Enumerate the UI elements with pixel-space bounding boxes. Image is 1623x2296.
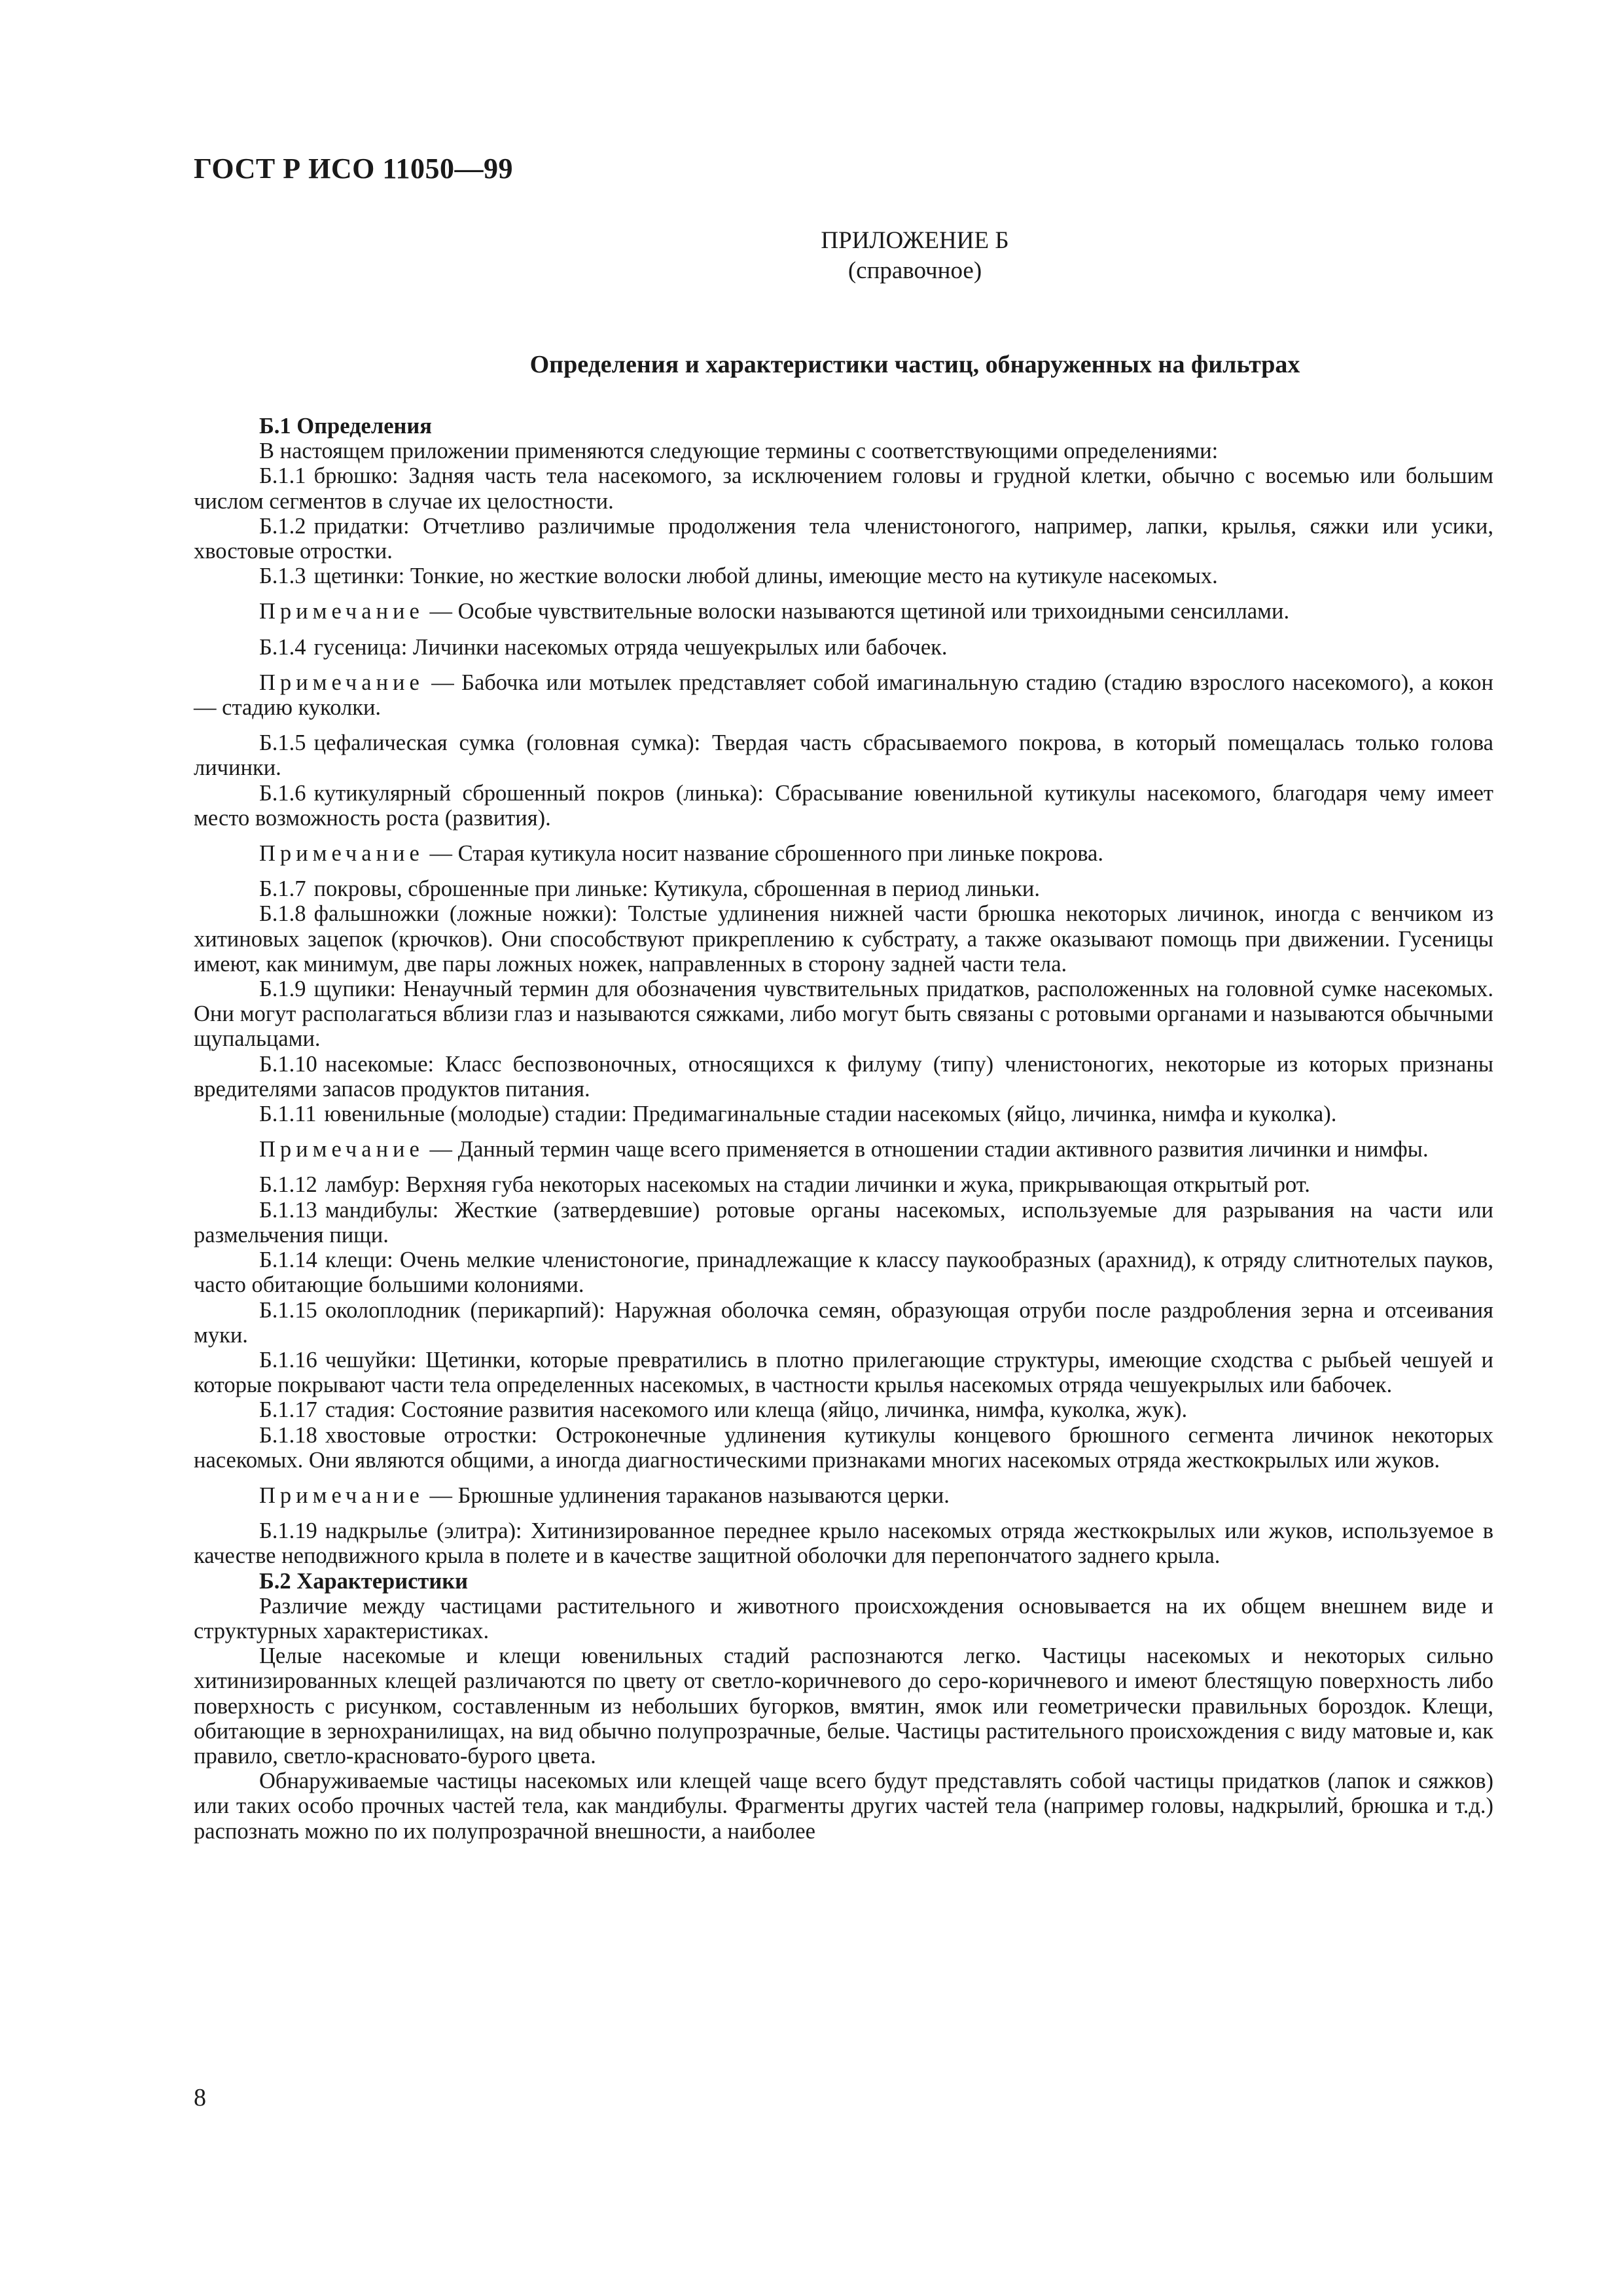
term-entry [194, 1198, 1493, 1247]
term-number: Б.1.6 [259, 780, 306, 806]
document-body [194, 414, 1493, 1844]
term-text: ламбур: Верхняя губа некоторых насекомых на стадии личинки и жука, прикрывающая открытый рот. [325, 1172, 1310, 1198]
term-entry [194, 1172, 1493, 1197]
term-entry [194, 1298, 1493, 1348]
term-text: околоплодник (перикарпий): Наружная оболочка семян, образующая отруби после раздробления зерна и отсеивания муки. [194, 1297, 1493, 1348]
term-number: Б.1.15 [259, 1297, 317, 1323]
term-entry [194, 463, 1493, 513]
term-text: хвостовые отростки: Остроконечные удлинения кутикулы концевого брюшного сегмента личинок некоторых насекомых. Они являются общими, а иногда диагностическими признаками многих насекомых отряда жесткокрылых или жуков. [194, 1422, 1493, 1473]
term-entry [194, 1397, 1493, 1422]
term-number: Б.1.10 [259, 1051, 317, 1077]
term-text: фальшножки (ложные ножки): Толстые удлинения нижней части брюшка некоторых личинок, иногда с венчиком из хитиновых зацепок (крючков). Они способствуют прикреплению к субстрату, а также оказывают помощь при движении. Гусеницы имеют, как минимум, две пары ложных ножек, направленных в сторону задней части тела. [194, 901, 1493, 977]
term-number: Б.1.8 [259, 901, 306, 927]
term-text: мандибулы: Жесткие (затвердевшие) ротовые органы насекомых, используемые для разрывания на части или размельчения пищи. [194, 1197, 1493, 1247]
term-entry [194, 901, 1493, 977]
term-number: Б.1.3 [259, 564, 306, 589]
term-entry [194, 1518, 1493, 1568]
main-title-text: Определения и характеристики частиц, обнаруженных на фильтрах [529, 351, 1300, 378]
appendix-title: ПРИЛОЖЕНИЕ Б [821, 227, 1009, 254]
term-entry [194, 1102, 1493, 1126]
term-text: стадия: Состояние развития насекомого или клеща (яйцо, личинка, нимфа, куколка, жук). [325, 1397, 1188, 1423]
paragraph: Различие между частицами растительного и животного происхождения основывается на их общем внешнем виде и структурных характеристиках. [194, 1593, 1493, 1643]
standard-designation: ГОСТ Р ИСО 11050—99 [194, 152, 513, 185]
note-entry [194, 1483, 1493, 1508]
term-entry [194, 1247, 1493, 1297]
term-number: Б.1.16 [259, 1347, 317, 1372]
term-text: щетинки: Тонкие, но жесткие волоски любой длины, имеющие место на кутикуле насекомых. [313, 564, 1218, 589]
term-entry [194, 730, 1493, 780]
appendix-subtitle: (справочное) [847, 257, 982, 284]
main-title [194, 350, 1492, 379]
term-number: Б.1.11 [259, 1102, 317, 1127]
section-1-heading: Б.1 Определения [259, 414, 432, 439]
note-text: — Особые чувствительные волоски называются щетиной или трихоидными сенсиллами. [429, 599, 1290, 624]
term-text: брюшко: Задняя часть тела насекомого, за исключением головы и грудной клетки, обычно с восемью или большим числом сегментов в случае их целостности. [194, 463, 1493, 514]
term-entry [194, 1348, 1493, 1397]
term-text: ювенильные (молодые) стадии: Предимагинальные стадии насекомых (яйцо, личинка, нимфа и куколка). [324, 1102, 1337, 1127]
section-2-heading: Б.2 Характеристики [259, 1568, 469, 1594]
term-text: надкрылье (элитра): Хитинизированное переднее крыло насекомых отряда жесткокрылых или жуков, используемое в качестве неподвижного крыла в полете и в качестве защитной оболочки для перепончатого заднего крыла. [194, 1518, 1493, 1569]
section-1-intro: В настоящем приложении применяются следующие термины с соответствующими определениями: [259, 439, 1219, 464]
term-number: Б.1.7 [259, 876, 306, 902]
term-number: Б.1.5 [259, 730, 306, 756]
term-number: Б.1.2 [259, 513, 306, 539]
term-text: цефалическая сумка (головная сумка): Твердая часть сбрасываемого покрова, в который помещалась только голова личинки. [194, 730, 1493, 781]
note-label: Примечание [259, 599, 424, 624]
term-number: Б.1.12 [259, 1172, 317, 1198]
term-text: щупики: Ненаучный термин для обозначения чувствительных придатков, расположенных на головной сумке насекомых. Они могут располагаться вблизи глаз и называются сяжками, либо могут быть связаны с ротовыми органами и называются обычными щупальцами. [194, 977, 1493, 1052]
term-entry [194, 1052, 1493, 1102]
note-entry [194, 599, 1493, 624]
note-entry [194, 1137, 1493, 1162]
term-entry [194, 977, 1493, 1052]
page-number: 8 [194, 2084, 206, 2111]
term-number: Б.1.17 [259, 1397, 317, 1423]
note-entry [194, 841, 1493, 866]
term-entry [194, 564, 1493, 588]
term-number: Б.1.4 [259, 634, 306, 660]
note-label: Примечание [259, 841, 424, 867]
appendix-heading [194, 226, 1492, 286]
term-text: чешуйки: Щетинки, которые превратились в плотно прилегающие структуры, имеющие сходства с рыбьей чешуей и которые покрывают части тела определенных насекомых, в частности крылья насекомых отряда чешуекрылых или бабочек. [194, 1347, 1493, 1398]
note-text: — Данный термин чаще всего применяется в отношении стадии активного развития личинки и нимфы. [429, 1137, 1429, 1162]
term-number: Б.1.19 [259, 1518, 317, 1544]
term-entry [194, 635, 1493, 660]
term-text: клещи: Очень мелкие членистоногие, принадлежащие к классу паукообразных (арахнид), к отряду слитнотелых пауков, часто обитающие большими колониями. [194, 1247, 1493, 1298]
paragraph: Целые насекомые и клещи ювенильных стадий распознаются легко. Частицы насекомых и некоторых сильно хитинизированных клещей различаются по цвету от светло-коричневого до серо-коричневого и имеют блестящую поверхность либо поверхность с рисунком, составленным из небольших бугорков, вмятин, ямок или геометрически правильных бороздок. Клещи, обитающие в зернохранилищах, на вид обычно полупрозрачные, белые. Частицы растительного происхождения с виду матовые и, как правило, светло-красновато-бурого цвета. [194, 1643, 1493, 1768]
note-label: Примечание [259, 1137, 424, 1162]
term-number: Б.1.14 [259, 1247, 317, 1273]
note-text: — Старая кутикула носит название сброшенного при линьке покрова. [429, 841, 1103, 867]
note-label: Примечание [259, 1482, 424, 1508]
term-number: Б.1.13 [259, 1197, 317, 1223]
term-entry [194, 781, 1493, 831]
note-label: Примечание [259, 670, 424, 695]
term-text: гусеница: Личинки насекомых отряда чешуекрылых или бабочек. [313, 634, 948, 660]
term-text: придатки: Отчетливо различимые продолжения тела членистоногого, например, лапки, крылья, сяжки или усики, хвостовые отростки. [194, 513, 1493, 564]
term-number: Б.1.18 [259, 1422, 317, 1448]
note-entry [194, 670, 1493, 720]
term-text: покровы, сброшенные при линьке: Кутикула, сброшенная в период линьки. [313, 876, 1041, 902]
note-text: — Бабочка или мотылек представляет собой имагинальную стадию (стадию взрослого насекомого), а кокон — стадию куколки. [194, 670, 1494, 721]
term-entry [194, 876, 1493, 901]
note-text: — Брюшные удлинения тараканов называются церки. [429, 1482, 950, 1508]
term-entry [194, 1423, 1493, 1473]
term-text: насекомые: Класс беспозвоночных, относящихся к филуму (типу) членистоногих, некоторые из которых признаны вредителями запасов продуктов питания. [194, 1051, 1493, 1102]
term-text: кутикулярный сброшенный покров (линька): Сбрасывание ювенильной кутикулы насекомого, благодаря чему имеет место возможность роста (развития). [194, 780, 1493, 831]
term-entry [194, 514, 1493, 564]
paragraph: Обнаруживаемые частицы насекомых или клещей чаще всего будут представлять собой частицы придатков (лапок и сяжков) или таких особо прочных частей тела, как мандибулы. Фрагменты других частей тела (например головы, надкрылий, брюшка и т.д.) распознать можно по их полупрозрачной внешности, а наиболее [194, 1768, 1493, 1844]
term-number: Б.1.9 [259, 977, 306, 1002]
term-number: Б.1.1 [259, 463, 306, 489]
